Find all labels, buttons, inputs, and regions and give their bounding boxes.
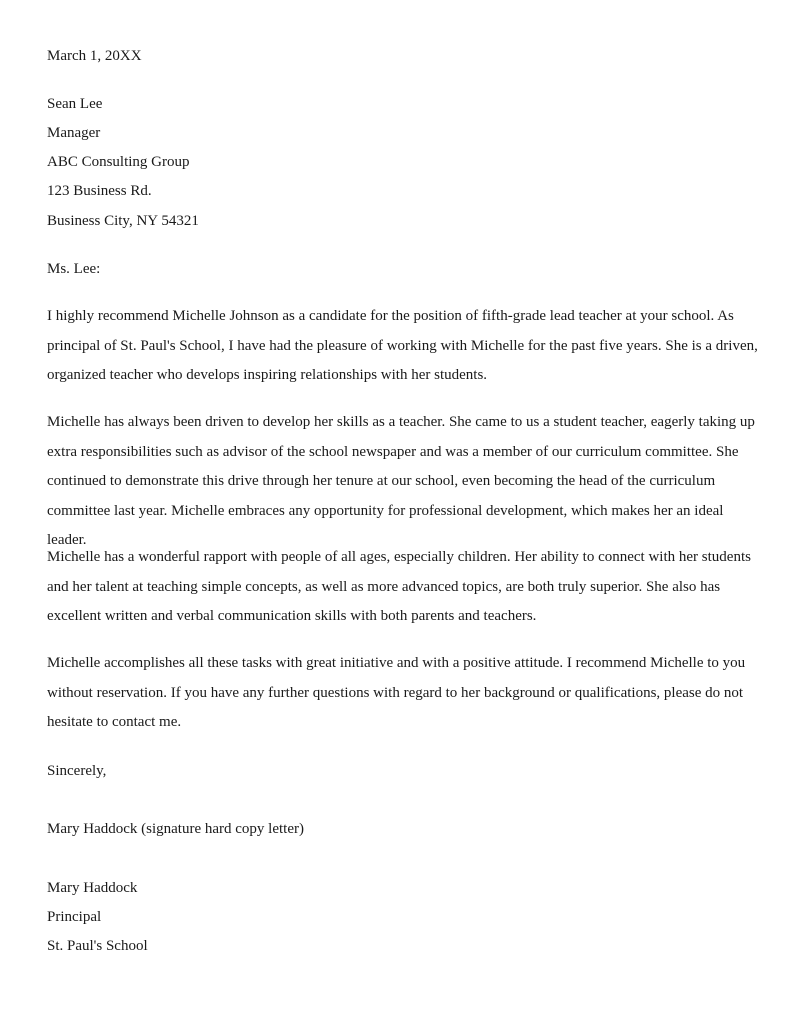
body-paragraph-2: Michelle has always been driven to develop her skills as a teacher. She came to us a student teacher, eagerly taking up extra responsibilities such as advisor of the school newspaper and was a member of our curriculum committee. She continued to demonstrate this drive through her tenure at our school, even becoming the head of the curriculum committee last year. Michelle embraces any opportunity for professional development, which makes her an ideal leader.	[47, 414, 755, 548]
body-paragraph-4: Michelle accomplishes all these tasks with great initiative and with a positive attitude. I recommend Michelle to you without reservation. If you have any further questions with regard to her background or qualifications, please do not hesitate to contact me.	[47, 655, 746, 730]
sender-title: Principal	[47, 909, 102, 925]
body-paragraph-1: I highly recommend Michelle Johnson as a candidate for the position of fifth-grade lead teacher at your school. As principal of St. Paul's School, I have had the pleasure of working with Michelle for the past five years. She is a driven, organized teacher who develops inspiring relationships with her students.	[47, 308, 758, 383]
signature-note: Mary Haddock (signature hard copy letter)	[47, 821, 304, 837]
recipient-street: 123 Business Rd.	[47, 183, 152, 199]
recipient-company: ABC Consulting Group	[47, 154, 190, 170]
salutation: Ms. Lee:	[47, 261, 101, 277]
body-paragraph-3: Michelle has a wonderful rapport with people of all ages, especially children. Her ability to connect with her students and her talent at teaching simple concepts, as well as more advanced topics, are both truly superior. She also has excellent written and verbal communication skills with both parents and teachers.	[47, 549, 751, 624]
recipient-name: Sean Lee	[47, 96, 103, 112]
letter-date: March 1, 20XX	[47, 48, 142, 64]
recipient-title: Manager	[47, 125, 101, 141]
sender-organization: St. Paul's School	[47, 938, 148, 954]
closing: Sincerely,	[47, 763, 107, 779]
sender-name: Mary Haddock	[47, 880, 138, 896]
recipient-city: Business City, NY 54321	[47, 213, 199, 229]
